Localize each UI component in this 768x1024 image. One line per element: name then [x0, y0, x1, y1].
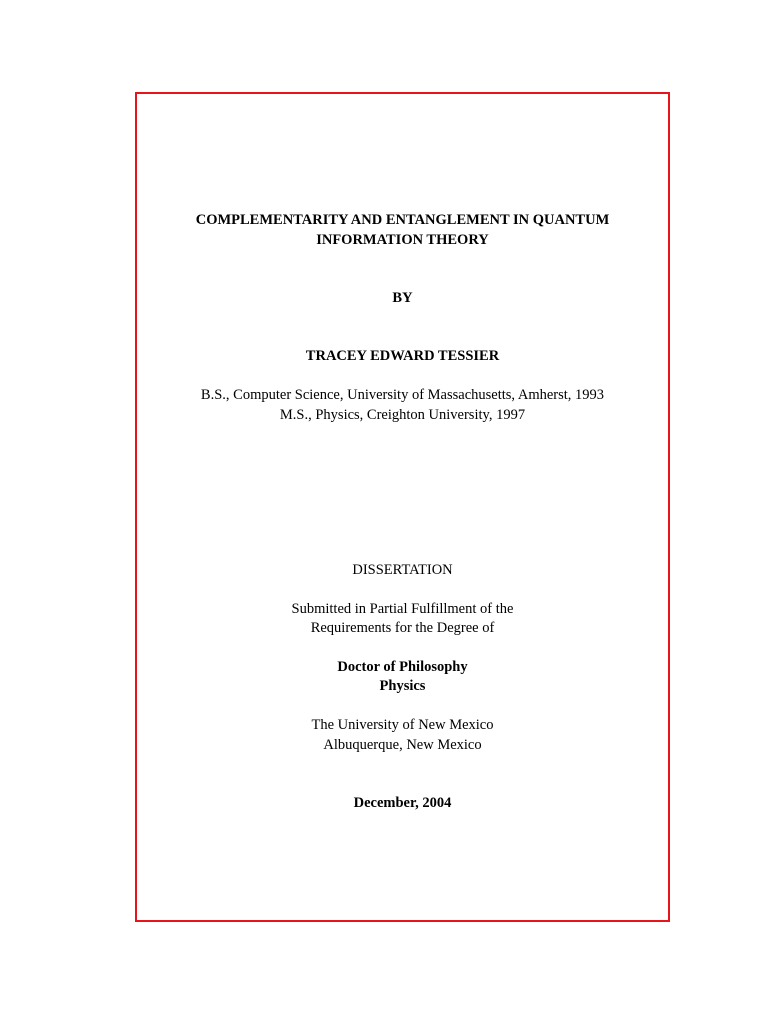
- degree-name: Doctor of Philosophy: [337, 659, 468, 675]
- by-label: BY: [392, 290, 413, 306]
- title-line-1: COMPLEMENTARITY AND ENTANGLEMENT IN QUANTUM: [195, 212, 610, 228]
- submission-line-1: Submitted in Partial Fulfillment of the: [291, 601, 514, 617]
- author-name: TRACEY EDWARD TESSIER: [305, 348, 500, 364]
- document-type: DISSERTATION: [352, 562, 453, 578]
- title-line-2: INFORMATION THEORY: [316, 232, 489, 248]
- submission-date: December, 2004: [353, 795, 452, 811]
- degree-field: Physics: [379, 678, 426, 694]
- submission-line-2: Requirements for the Degree of: [310, 620, 495, 636]
- degree-ms: M.S., Physics, Creighton University, 1997: [279, 407, 526, 423]
- page-border-frame: [135, 92, 670, 922]
- institution-location: Albuquerque, New Mexico: [323, 737, 482, 753]
- institution-name: The University of New Mexico: [311, 717, 494, 733]
- degree-bs: B.S., Computer Science, University of Massachusetts, Amherst, 1993: [200, 387, 605, 403]
